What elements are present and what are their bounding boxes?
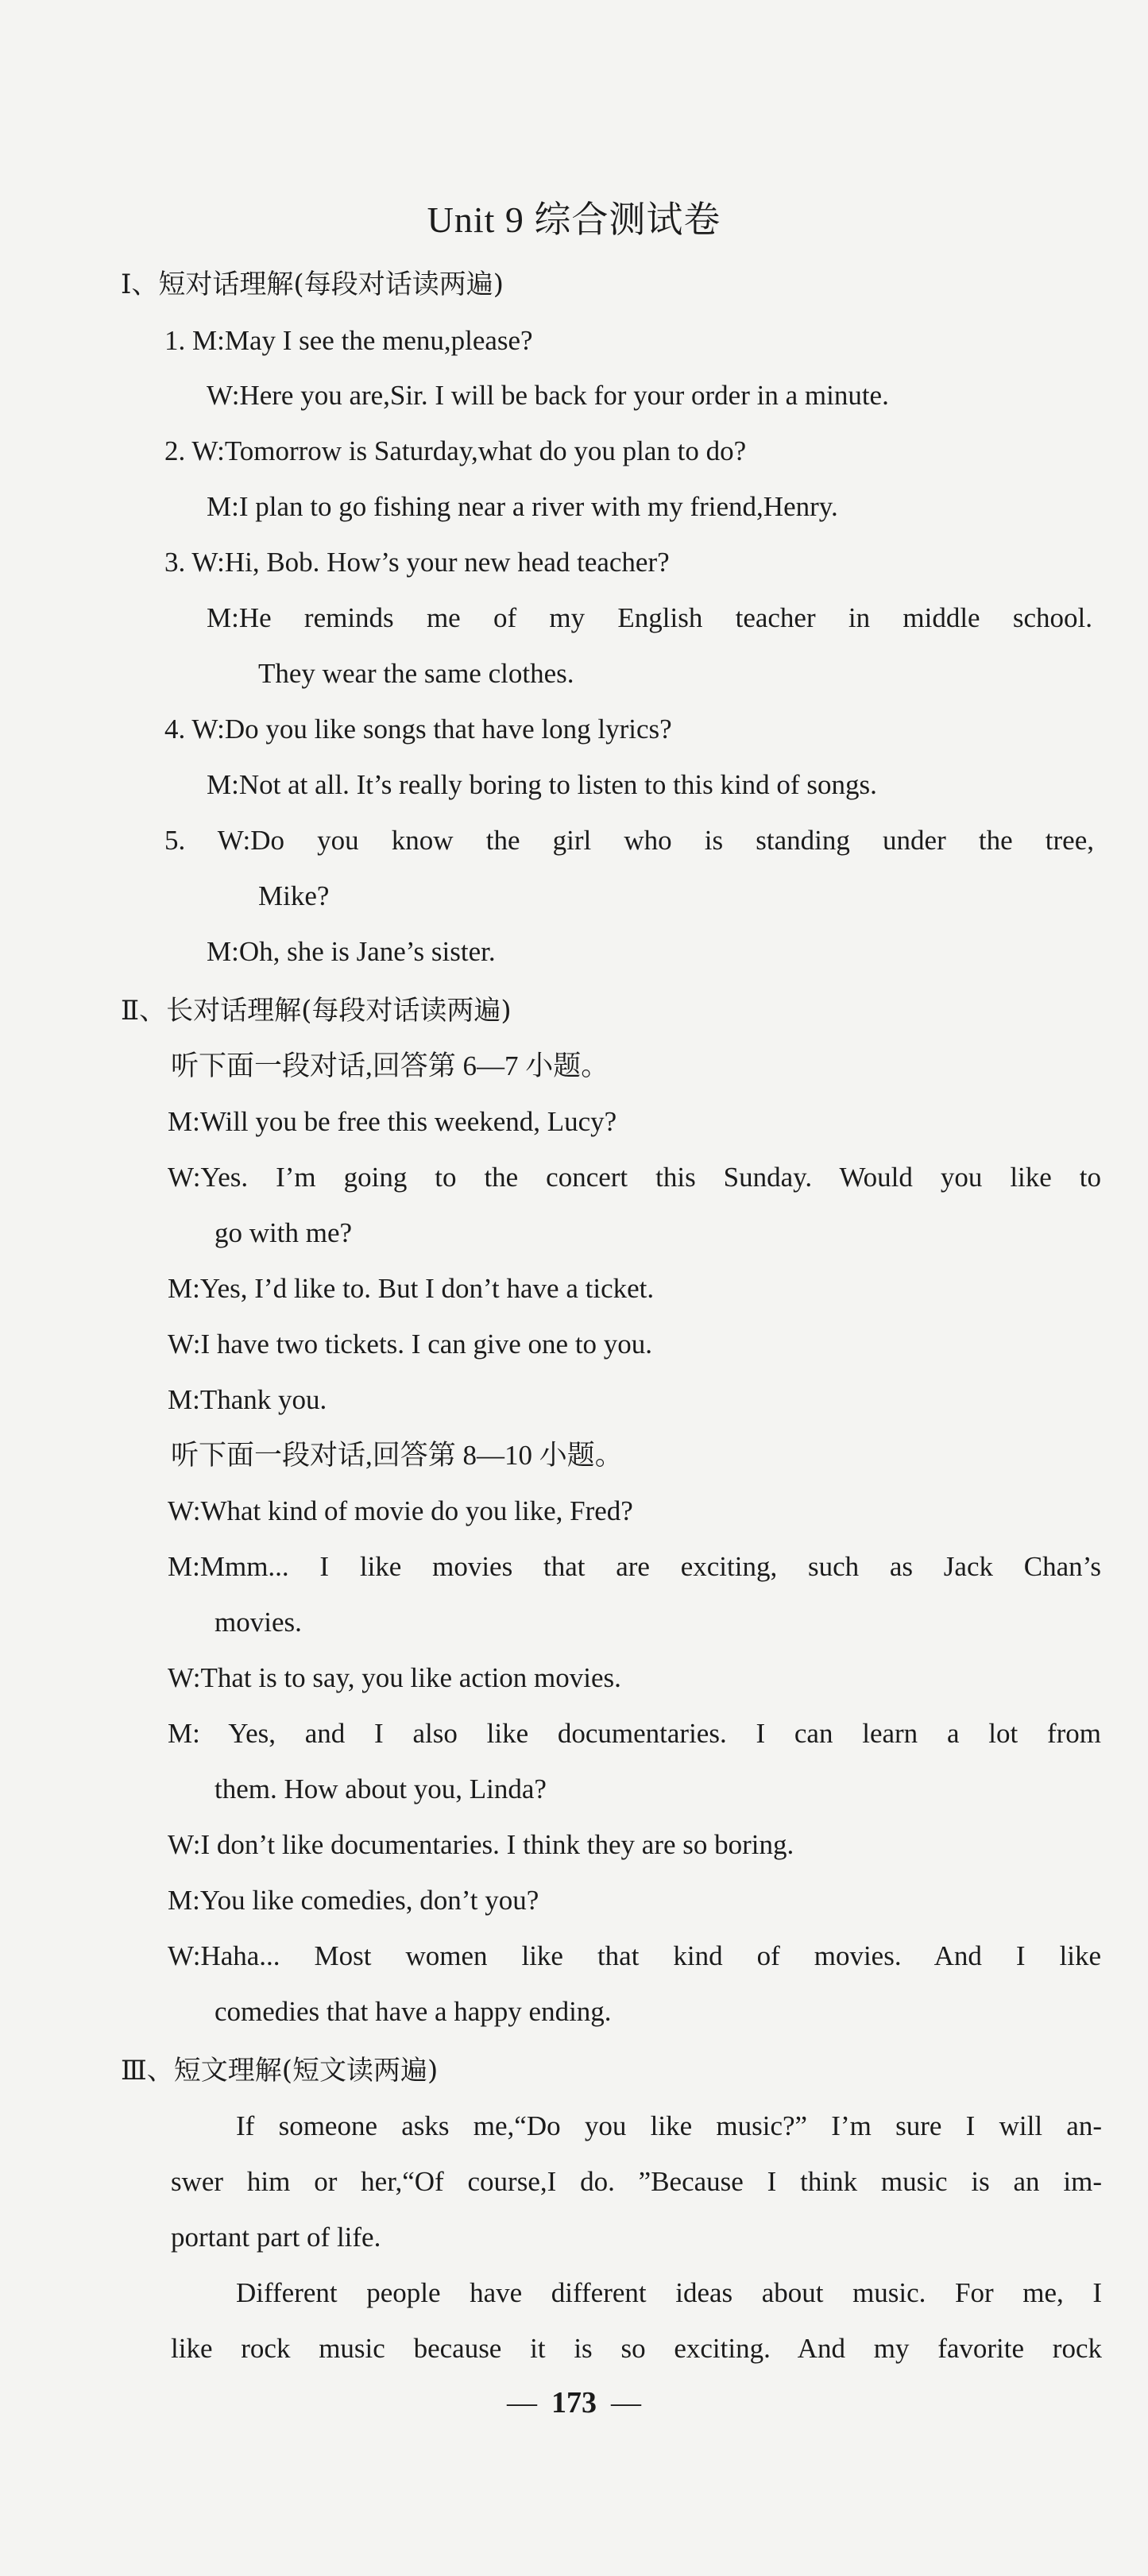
dialogue-line: M:Thank you.: [168, 1384, 327, 1415]
passage-line: If someone asks me,“Do you like music?” I’m sure I will an-: [236, 2110, 1102, 2141]
dialogue-line: M:You like comedies, don’t you?: [168, 1885, 539, 1916]
dialogue-line: M:He reminds me of my English teacher in middle school.: [207, 602, 1092, 633]
footer-dash-left: —: [507, 2386, 537, 2419]
dialogue-line: 3. W:Hi, Bob. How’s your new head teacher?: [164, 547, 670, 578]
dialogue-line: 5. W:Do you know the girl who is standing under the tree,: [164, 825, 1094, 856]
passage-line: portant part of life.: [171, 2222, 381, 2253]
dialogue-line: W:That is to say, you like action movies.: [168, 1662, 621, 1693]
dialogue-line: W:Yes. I’m going to the concert this Sunday. Would you like to: [168, 1162, 1101, 1193]
passage-line: swer him or her,“Of course,I do. ”Because I think music is an im-: [171, 2166, 1102, 2197]
dialogue-line: Mike?: [258, 880, 330, 911]
passage-line: like rock music because it is so exciting. And my favorite rock: [171, 2333, 1102, 2364]
dialogue-line: M:Not at all. It’s really boring to listen to this kind of songs.: [207, 769, 877, 800]
dialogue-line: M:Yes, I’d like to. But I don’t have a ticket.: [168, 1273, 655, 1304]
dialogue-line: W:What kind of movie do you like, Fred?: [168, 1495, 633, 1526]
dialogue-line: go with me?: [215, 1217, 353, 1248]
section-heading-3: [121, 2053, 438, 2088]
dialogue-line: 4. W:Do you like songs that have long lyrics?: [164, 714, 672, 745]
dialogue-line: M: Yes, and I also like documentaries. I can learn a lot from: [168, 1718, 1101, 1749]
page-number: 173: [551, 2386, 597, 2419]
page-footer: [0, 2385, 1148, 2420]
dialogue-line: them. How about you, Linda?: [215, 1773, 547, 1804]
dialogue-line: movies.: [215, 1607, 302, 1638]
dialogue-line: 2. W:Tomorrow is Saturday,what do you plan to do?: [164, 435, 747, 466]
dialogue-line: W:Haha... Most women like that kind of movies. And I like: [168, 1940, 1101, 1971]
dialogue-line: They wear the same clothes.: [258, 658, 574, 689]
dialogue-line: 1. M:May I see the menu,please?: [164, 325, 533, 356]
dialogue-line: M:Oh, she is Jane’s sister.: [207, 936, 496, 967]
dialogue-line: M:Will you be free this weekend, Lucy?: [168, 1106, 617, 1137]
dialogue-line: W:Here you are,Sir. I will be back for your order in a minute.: [207, 380, 889, 411]
passage-line: Different people have different ideas about music. For me, I: [236, 2277, 1102, 2308]
section-heading-2: [121, 993, 512, 1028]
instruction-text: 听下面一段对话,回答第 8—10 小题。: [171, 1440, 623, 1471]
section-heading-2-text: Ⅱ、长对话理解(每段对话读两遍): [121, 995, 512, 1027]
dialogue-line: M:Mmm... I like movies that are exciting, such as Jack Chan’s: [168, 1551, 1101, 1582]
footer-dash-right: —: [611, 2386, 641, 2419]
dialogue-line: comedies that have a happy ending.: [215, 1996, 612, 2027]
page-title: Unit 9 综合测试卷: [427, 199, 721, 240]
instruction-text: 听下面一段对话,回答第 6—7 小题。: [171, 1050, 609, 1081]
dialogue-line: W:I don’t like documentaries. I think they are so boring.: [168, 1829, 794, 1860]
section-heading-1: [121, 267, 504, 302]
section-heading-1-text: Ⅰ、短对话理解(每段对话读两遍): [121, 269, 504, 300]
section-heading-3-text: Ⅲ、短文理解(短文读两遍): [121, 2055, 439, 2087]
dialogue-line: M:I plan to go fishing near a river with my friend,Henry.: [207, 491, 838, 522]
dialogue-line: W:I have two tickets. I can give one to you.: [168, 1329, 653, 1360]
